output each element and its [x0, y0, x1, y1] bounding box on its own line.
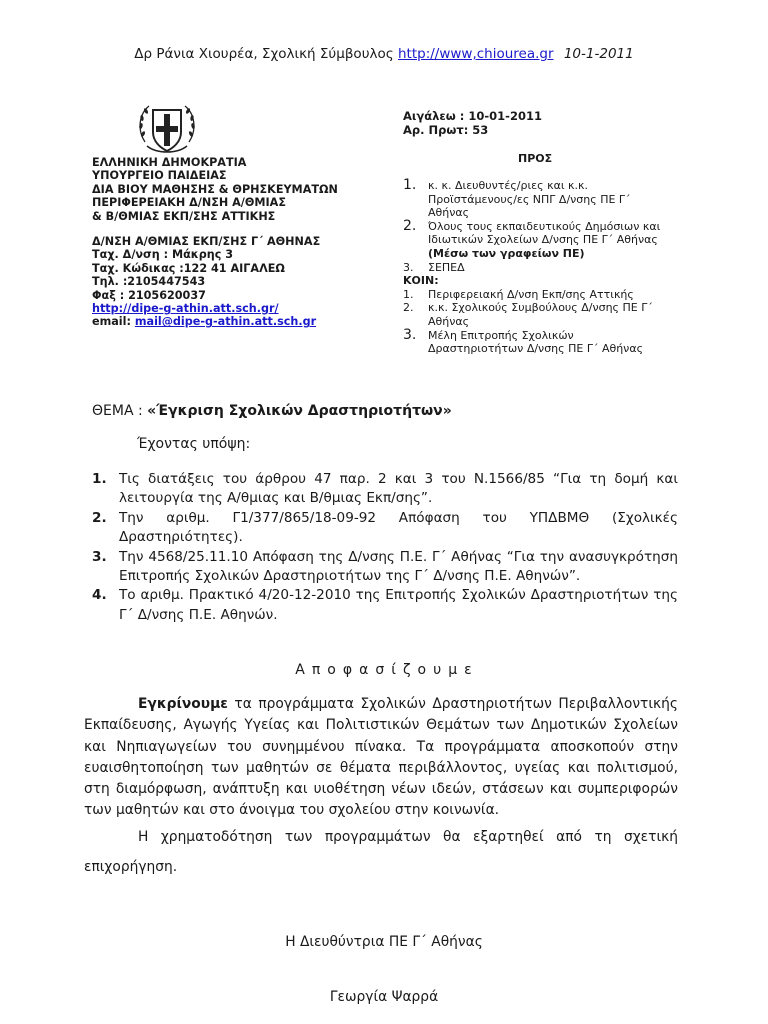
list-item: 1. κ. κ. Διευθυντές/ριες και κ.κ. Προϊστάμενους/ες ΝΠΓ Δ/νσης ΠΕ Γ΄ Αθήνας: [403, 177, 631, 220]
signatory-name: Γεωργία Ψαρρά: [329, 989, 439, 1005]
pros-label: ΠΡΟΣ: [518, 152, 553, 165]
email-link[interactable]: mail@dipe-g-athin.att.sch.gr: [134, 315, 317, 329]
document-header: [0, 46, 768, 62]
koin-label: ΚΟΙΝ:: [403, 274, 439, 288]
list-item: 3. Την 4568/25.11.10 Απόφαση της Δ/νσης Π.Ε. Γ΄ Αθήνας “Για την ανασυγκρότηση Επιτροπής Σχολικών Δραστηριοτήτων της Γ΄ Δ/νσης Π.Ε. Αθηνών”.: [92, 548, 678, 585]
author-website-link[interactable]: http://www,chiourea.gr: [397, 46, 554, 62]
greek-emblem-icon: [133, 96, 201, 164]
postal-address: Ταχ. Δ/νση : Μάκρης 3: [92, 248, 234, 262]
sender-line: ΔΙΑ ΒΙΟΥ ΜΑΘΗΣΗΣ & ΘΡΗΣΚΕΥΜΑΤΩΝ: [92, 182, 338, 196]
recipients-list: [403, 179, 671, 356]
phone-number: Τηλ. :2105447543: [92, 275, 206, 289]
list-item: 2. Την αριθμ. Γ1/377/865/18-09-92 Απόφαση του ΥΠΔΒΜΘ (Σχολικές Δραστηριότητες).: [92, 509, 678, 546]
list-item: 4. Το αριθμ. Πρακτικό 4/20-12-2010 της Επιτροπής Σχολικών Δραστηριοτήτων της Γ΄ Δ/νσης Π.Ε. Αθηνών.: [92, 587, 678, 623]
subject-label: ΘΕΜΑ :: [92, 403, 143, 419]
subject-title: «Έγκριση Σχολικών Δραστηριοτήτων»: [147, 403, 452, 419]
considerations-list: [92, 470, 678, 625]
sender-line: ΠΕΡΙΦΕΡΕΙΑΚΗ Δ/ΝΣΗ Α/ΘΜΙΑΣ: [92, 196, 286, 210]
fax-number: Φαξ : 2105620037: [92, 288, 206, 302]
directorate-website-link[interactable]: http://dipe-g-athin.att.sch.gr/: [92, 302, 279, 316]
signatory-title: Η Διευθύντρια ΠΕ Γ΄ Αθήνας: [285, 934, 483, 950]
list-item: 1. Περιφερειακή Δ/νση Εκπ/σης Αττικής: [403, 287, 634, 301]
list-item: 3. ΣΕΠΕΔ: [403, 260, 465, 274]
decision-body: [84, 694, 678, 882]
document-meta: [403, 110, 542, 137]
protocol-number: Αρ. Πρωτ: 53: [403, 122, 489, 137]
sender-line: ΕΛΛΗΝΙΚΗ ΔΗΜΟΚΡΑΤΙΑ: [92, 156, 247, 169]
place-date: Αιγάλεω : 10-01-2011: [403, 109, 542, 123]
list-item: 1. Τις διατάξεις του άρθρου 47 παρ. 2 και 3 του Ν.1566/85 “Για τη δομή και λειτουργία της Α/θμιας και Β/θμιας Εκπ/σης”.: [92, 471, 678, 507]
funding-paragraph: Η χρηματοδότηση των προγραμμάτων θα εξαρτηθεί από τη σχετική επιχορήγηση.: [84, 828, 678, 875]
author-name: Δρ Ράνια Χιουρέα, Σχολική Σύμβουλος: [134, 46, 394, 62]
sender-line: & Β/ΘΜΙΑΣ ΕΚΠ/ΣΗΣ ΑΤΤΙΚΗΣ: [92, 209, 276, 223]
approve-word: Εγκρίνουμε: [138, 696, 228, 712]
directorate-name: Δ/ΝΣΗ Α/ΘΜΙΑΣ ΕΚΠ/ΣΗΣ Γ΄ ΑΘΗΝΑΣ: [92, 235, 321, 249]
list-item: 3. Μέλη Επιτροπής Σχολικών Δραστηριοτήτων Δ/νσης ΠΕ Γ΄ Αθήνας: [403, 326, 644, 356]
postal-code: Ταχ. Κώδικας :122 41 ΑΙΓΑΛΕΩ: [92, 261, 285, 275]
header-date: 10-1-2011: [563, 46, 634, 62]
considering-label: Έχοντας υπόψη:: [137, 436, 251, 452]
list-item: 2. Όλους τους εκπαιδευτικούς Δημόσιων και Ιδιωτικών Σχολείων Δ/νσης ΠΕ Γ΄ Αθήνας (Μέσω των γραφείων ΠΕ): [403, 217, 661, 260]
subject-line: [92, 403, 452, 419]
sender-line: ΥΠΟΥΡΓΕΙΟ ΠΑΙΔΕΙΑΣ: [92, 169, 227, 183]
decision-paragraph: Εγκρίνουμε τα προγράμματα Σχολικών Δραστηριοτήτων Περιβαλλοντικής Εκπαίδευσης, Αγωγής Υγείας και Πολιτιστικών Θεμάτων των Δημοτικών Σχολείων και Νηπιαγωγείων του συνημμένου πίνακα. Τα προγράμματα αποσκοπούν στην ευαισθητοποίηση των μαθητών σε θέματα περιβάλλοντος, υγείας και πολιτισμού, στη διαμόρφωση, ανάπτυξη και υιοθέτηση νέων ιδεών, στάσεων και συμπεριφορών των μαθητών και στο άνοιγμα του σχολείου στην κοινωνία.: [84, 696, 678, 819]
sender-block: [92, 156, 338, 329]
decision-heading: Αποφασίζουμε: [295, 662, 479, 678]
list-item: 2. κ.κ. Σχολικούς Συμβούλους Δ/νσης ΠΕ Γ΄ Αθήνας: [403, 301, 653, 328]
email-label: email:: [92, 315, 131, 329]
